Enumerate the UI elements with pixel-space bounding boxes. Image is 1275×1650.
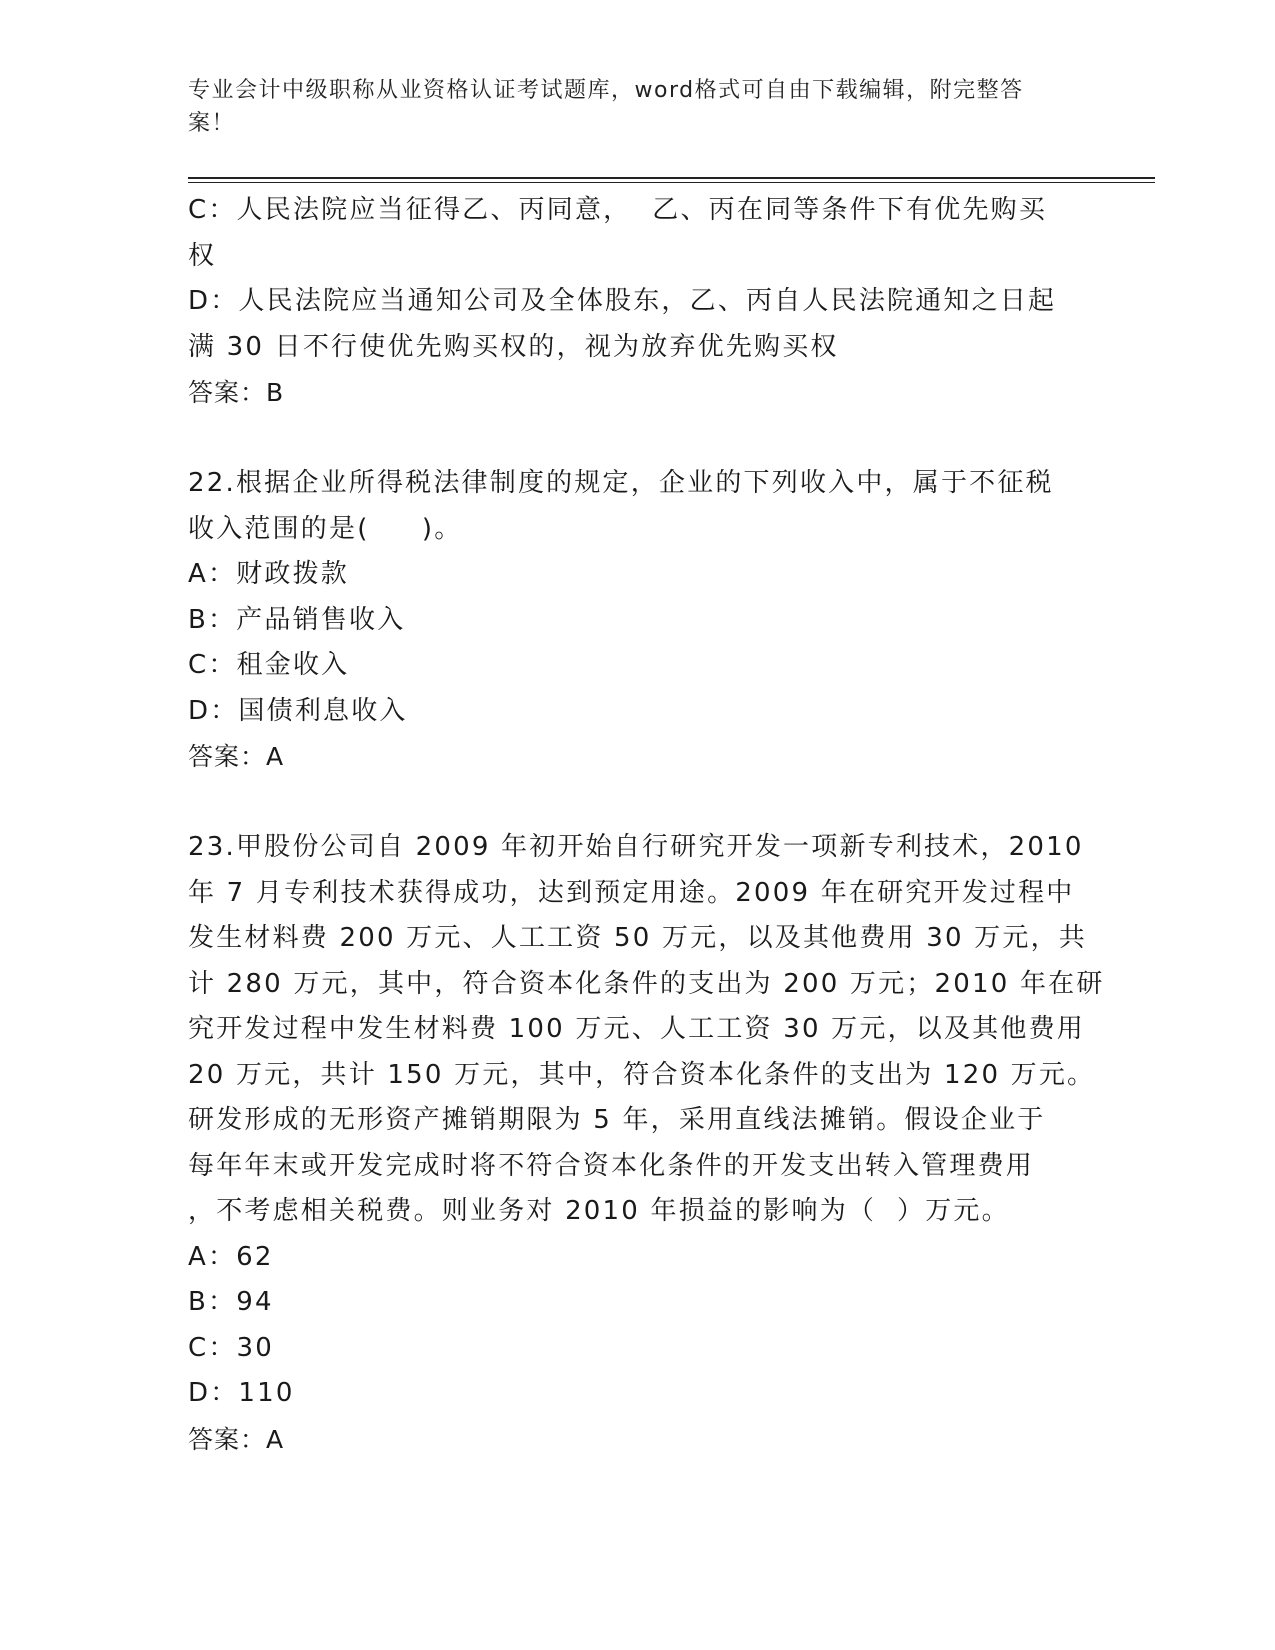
question-23-option-a: A：62 bbox=[188, 1241, 274, 1272]
answer-22: 答案：A bbox=[188, 742, 285, 771]
question-22-stem-line-1: 22.根据企业所得税法律制度的规定，企业的下列收入中，属于不征税 bbox=[188, 468, 1054, 498]
question-23-stem-line-3: 发生材料费 200 万元、人工工资 50 万元，以及其他费用 30 万元，共 bbox=[188, 923, 1087, 953]
question-23-stem-line-7: 研发形成的无形资产摊销期限为 5 年，采用直线法摊销。假设企业于 bbox=[188, 1105, 1046, 1135]
header-line-2: 案！ bbox=[188, 111, 236, 136]
question-22-option-b: B：产品销售收入 bbox=[188, 604, 406, 635]
question-23-stem-line-5: 究开发过程中发生材料费 100 万元、人工工资 30 万元，以及其他费用 bbox=[188, 1014, 1085, 1044]
question-23-option-c: C：30 bbox=[188, 1332, 275, 1363]
question-23-stem-line-6: 20 万元，共计 150 万元，其中，符合资本化条件的支出为 120 万元。 bbox=[188, 1059, 1096, 1090]
option-c-line-1: C：人民法院应当征得乙、丙同意， 乙、丙在同等条件下有优先购买 bbox=[188, 195, 1048, 225]
answer-23: 答案：A bbox=[188, 1424, 285, 1454]
question-22-stem-line-2: 收入范围的是( )。 bbox=[188, 513, 463, 544]
header-line-1: 专业会计中级职称从业资格认证考试题库，word格式可自由下载编辑，附完整答 bbox=[188, 78, 1024, 103]
question-22-option-c: C：租金收入 bbox=[188, 650, 350, 680]
document-body bbox=[188, 188, 1105, 1462]
question-23-stem-line-4: 计 280 万元，其中，符合资本化条件的支出为 200 万元；2010 年在研 bbox=[188, 968, 1105, 999]
page-header bbox=[188, 74, 1068, 140]
question-23-option-d: D：110 bbox=[188, 1378, 295, 1408]
spacer bbox=[188, 416, 1083, 462]
question-22-option-d: D：国债利息收入 bbox=[188, 695, 408, 726]
question-23-stem-line-2: 年 7 月专利技术获得成功，达到预定用途。2009 年在研究开发过程中 bbox=[188, 877, 1075, 908]
header-rule-thin bbox=[188, 182, 1155, 183]
question-23-stem-line-1: 23.甲股份公司自 2009 年初开始自行研究开发一项新专利技术，2010 bbox=[188, 832, 1084, 862]
question-23-stem-line-8: 每年年末或开发完成时将不符合资本化条件的开发支出转入管理费用 bbox=[188, 1150, 1035, 1181]
answer-21: 答案：B bbox=[188, 378, 285, 407]
question-23-option-b: B：94 bbox=[188, 1287, 274, 1317]
question-23 bbox=[188, 825, 1105, 1462]
option-d-line-2: 满 30 日不行使优先购买权的，视为放弃优先购买权 bbox=[188, 331, 839, 362]
spacer bbox=[188, 780, 1083, 826]
question-21-tail bbox=[188, 188, 1083, 416]
option-d-line-1: D：人民法院应当通知公司及全体股东，乙、丙自人民法院通知之日起 bbox=[188, 286, 1057, 316]
header-rule-thick bbox=[188, 177, 1155, 179]
question-23-stem-line-9: ，不考虑相关税费。则业务对 2010 年损益的影响为（ ）万元。 bbox=[188, 1196, 1010, 1226]
option-c-line-2: 权 bbox=[188, 240, 217, 271]
question-22-option-a: A：财政拨款 bbox=[188, 559, 349, 589]
question-22 bbox=[188, 461, 1083, 780]
